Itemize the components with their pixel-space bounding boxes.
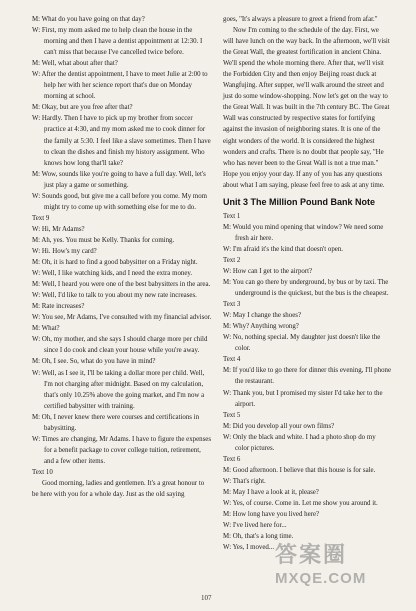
right-column-line: Text 5 — [223, 411, 241, 419]
left-column-line: M: What? — [32, 325, 60, 333]
left-column-line: W: After the dentist appointment, I have to meet Julie at 2:00 to help her with her science report that's due on Monday morning at school. — [32, 71, 208, 101]
left-column-line: M: Ah, yes. You must be Kelly. Thanks for coming. — [32, 236, 175, 244]
right-column-line: W: Thank you, but I promised my sister I'd take her to the airport. — [223, 389, 383, 408]
left-column-line: W: You see, Mr Adams, I've consulted with my financial advisor. — [32, 314, 212, 322]
left-column-line: W: Hi, Mr Adams? — [32, 225, 85, 233]
right-column-line: Now I'm coming to the schedule of the day. First, we will have lunch on the way back. In the afternoon, we'll visit the Great Wall, the greatest fortification in ancient China. We'll spend the whole morning there. After that, we'll visit the Forbidden City and then enjoy Beijing roast duck at Wangfujing. After supper, we'll walk around the street and just do some window-shopping. Now let's get on the way to the Great Wall. It was built in the 7th century BC. The Great Wall was constructed by respective states for fortifying against the invasion of neighboring states. It is one of the eight wonders of the world. It is considered the highest wonders and crafts. There is no doubt that people say, "He who has never been to the Great Wall is not a true man." Hope you enjoy your day. If any of you has any questions about what I am saying, please feel free to ask at any time. — [223, 27, 390, 189]
right-column-line: W: I've lived here for... — [223, 522, 287, 530]
left-column-line: W: Times are changing, Mr Adams. I have to figure the expenses for a benefit package to cover college tuition, retirement, and a few other items. — [32, 435, 212, 465]
left-column-line: W: Well, I'd like to talk to you about my new rate increases. — [32, 292, 197, 300]
right-column-line: W: No, nothing special. My daughter just doesn't like the color. — [223, 334, 381, 353]
left-column-line: M: What do you have going on that day? — [32, 16, 145, 23]
right-column-line: W: Only the black and white. I had a photo shop do my color pictures. — [223, 433, 376, 452]
left-column — [32, 14, 212, 500]
right-column-line: W: Yes, I moved... — [223, 544, 275, 552]
left-column-line: W: Well, I like watching kids, and I need the extra money. — [32, 270, 193, 278]
watermark-line1: 答案圈 — [275, 542, 348, 567]
right-column-line: M: Would you mind opening that window? We need some fresh air here. — [223, 223, 384, 242]
right-column-line: M: Why? Anything wrong? — [223, 323, 299, 331]
unit-title: Unit 3 The Million Pound Bank Note — [223, 196, 375, 207]
right-column-line: M: You can go there by underground, by bus or by taxi. The underground is the quickest, but the bus is the cheapest. — [223, 279, 389, 298]
right-column-line: Text 3 — [223, 301, 241, 309]
watermark-line2: MXQE.COM — [275, 570, 367, 587]
left-column-line: W: Hardly. Then I have to pick up my brother from soccer practice at 4:30, and my mom asked me to cook dinner for the family at 5:30. I feel like a slave sometimes. Then I have to clean the dishes and finish my history assignment. Who knows how long that'll take? — [32, 115, 211, 167]
right-column-line: W: Yes, of course. Come in. Let me show you around it. — [223, 499, 378, 507]
right-column — [223, 14, 391, 553]
left-column-line: W: Sounds good, but give me a call before you come. My mom might try to come up with something else for me to do. — [32, 192, 208, 211]
left-column-line: M: Okay, but are you free after that? — [32, 104, 133, 112]
left-column-line: M: Rate increases? — [32, 303, 85, 311]
page-number: 107 — [201, 594, 212, 602]
watermark-logo — [275, 540, 400, 602]
left-column-line: W: First, my mom asked me to help clean the house in the morning and then I have a dentist appointment at 12:30. I can't miss that because I've cancelled twice before. — [32, 27, 203, 57]
right-column-line: Text 1 — [223, 212, 241, 220]
right-column-line: M: Did you develop all your own films? — [223, 422, 335, 430]
right-column-line: goes, "It's always a pleasure to greet a friend from afar." — [223, 16, 378, 23]
left-column-line: M: Wow, sounds like you're going to have a full day. Well, let's just play a game or something. — [32, 170, 206, 189]
left-column-line: Good morning, ladies and gentlemen. It's a great honour to be here with you for a whole day. Just as the old saying — [32, 479, 205, 499]
left-column-line: W: Well, as I see it, I'll be taking a dollar more per child. Well, I'm not charging after midnight. Based on my calculation, that's only 10.25% above the going market, and I'm now a certified babysitter with training. — [32, 369, 205, 410]
left-column-line: W: Hi. How's my card? — [32, 247, 97, 255]
left-column-line: M: Oh, it is hard to find a good babysitter on a Friday night. — [32, 259, 198, 267]
left-column-line: W: Oh, my mother, and she says I should charge more per child since I do cook and clean your house while you're away. — [32, 336, 208, 355]
right-column-line: M: If you'd like to go there for dinner this evening, I'll phone the restaurant. — [223, 367, 392, 386]
right-column-line: M: How long have you lived here? — [223, 511, 320, 519]
left-column-line: M: Oh, I see. So, what do you have in mind? — [32, 358, 156, 366]
left-column-line: Text 10 — [32, 468, 53, 476]
right-column-line: Text 2 — [223, 256, 241, 264]
right-column-line: W: May I change the shoes? — [223, 312, 302, 320]
right-column-line: Text 6 — [223, 455, 241, 463]
left-column-line: M: Well, what about after that? — [32, 60, 118, 68]
left-column-line: M: Well, I heard you were one of the best babysitters in the area. — [32, 281, 211, 289]
left-column-line: Text 9 — [32, 214, 50, 222]
right-column-line: M: May I have a look at it, please? — [223, 488, 319, 496]
right-column-line: W: How can I get to the airport? — [223, 267, 313, 275]
right-column-line: M: Oh, that's a long time. — [223, 533, 294, 541]
right-column-line: W: That's right. — [223, 477, 266, 485]
right-column-line: W: I'm afraid it's the kind that doesn't open. — [223, 245, 344, 253]
left-column-line: M: Oh, I never knew there were courses and certifications in babysitting. — [32, 413, 200, 432]
right-column-line: M: Good afternoon. I believe that this house is for sale. — [223, 466, 376, 474]
right-column-line: Text 4 — [223, 356, 241, 364]
